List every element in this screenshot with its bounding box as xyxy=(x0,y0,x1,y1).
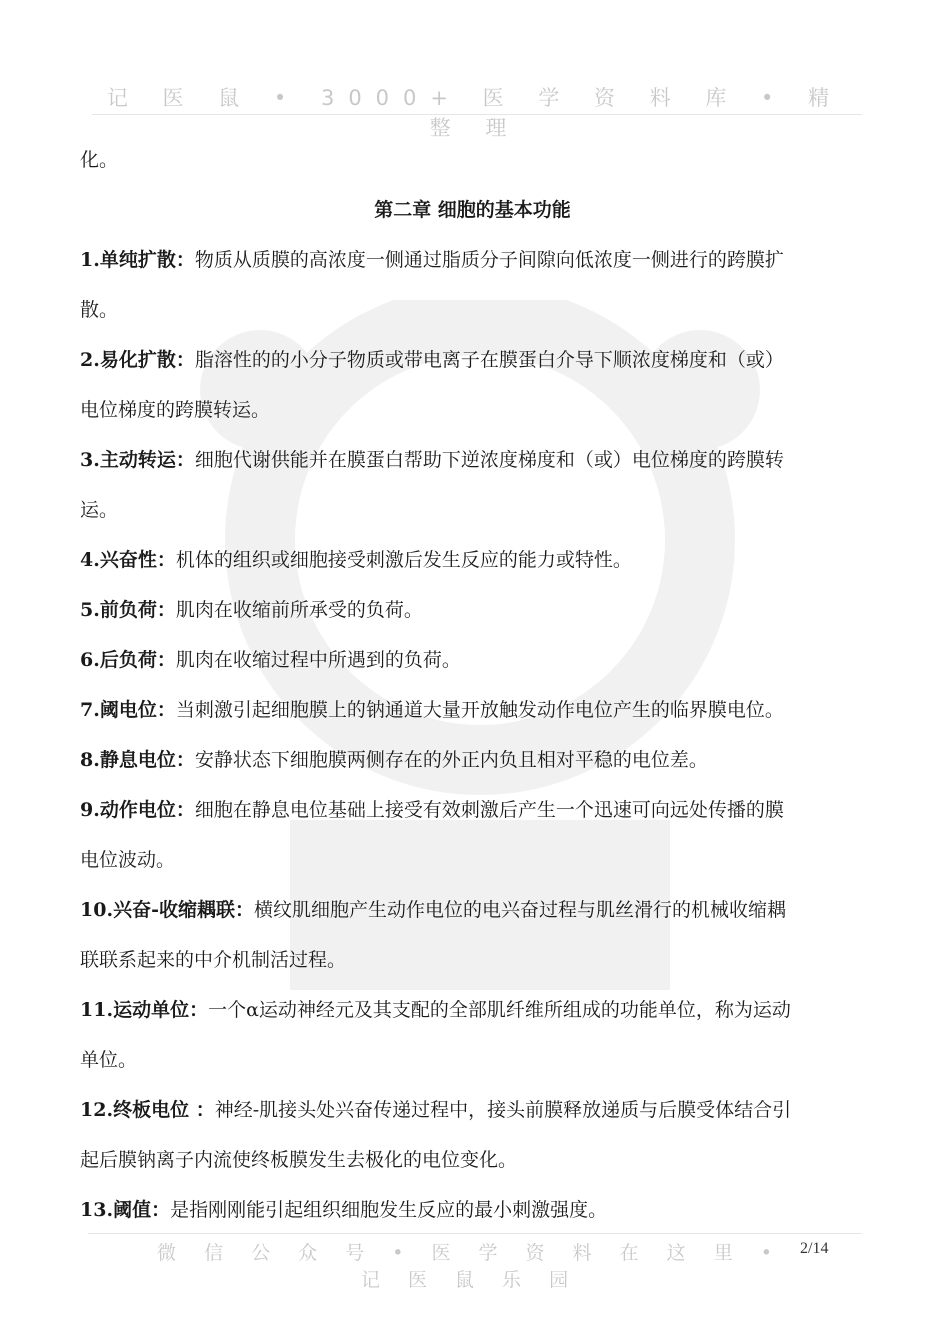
page-header: 记 医 鼠 • 3000+ 医 学 资 料 库 • 精 整 理 xyxy=(106,86,844,140)
definition-text: 当刺激引起细胞膜上的钠通道大量开放触发动作电位产生的临界膜电位。 xyxy=(175,699,784,721)
definition-term-text: 阈电位 xyxy=(99,699,157,721)
definition-number: 6. xyxy=(80,649,100,671)
definition-term-text: 易化扩散 xyxy=(99,349,176,371)
definition-separator: ： xyxy=(189,999,209,1021)
definition-text: 单位。 xyxy=(80,1049,138,1071)
definition-text: 脂溶性的的小分子物质或带电离子在膜蛋白介导下顺浓度梯度和（或） xyxy=(194,349,784,371)
definition-text: 电位波动。 xyxy=(80,849,176,871)
definition-text: 是指刚刚能引起组织细胞发生反应的最小刺激强度。 xyxy=(170,1199,608,1221)
definition-term-text: 兴奋-收缩耦联 xyxy=(113,899,235,921)
definition-term xyxy=(80,999,208,1021)
definition-text: 机体的组织或细胞接受刺激后发生反应的能力或特性。 xyxy=(175,549,632,571)
definition-number: 9. xyxy=(80,799,100,821)
page-number: 2/14 xyxy=(800,1240,829,1257)
definition-entry xyxy=(80,685,865,735)
definition-term xyxy=(80,749,195,771)
definition-entry xyxy=(80,985,865,1035)
definition-term-text: 主动转运 xyxy=(99,449,176,471)
definition-text: 细胞代谢供能并在膜蛋白帮助下逆浓度梯度和（或）电位梯度的跨膜转 xyxy=(194,449,784,471)
definition-number: 12. xyxy=(80,1099,114,1121)
definition-separator: ： xyxy=(175,799,195,821)
definition-entry xyxy=(80,1085,865,1135)
page-footer: 微 信 公 众 号 • 医 学 资 料 在 这 里 • 记 医 鼠 乐 园 xyxy=(157,1242,783,1291)
definition-entry xyxy=(80,235,865,285)
definition-term xyxy=(80,249,195,271)
definition-number: 11. xyxy=(80,999,114,1021)
definition-term xyxy=(80,699,176,721)
definition-text: 神经-肌接头处兴奋传递过程中，接头前膜释放递质与后膜受体结合引 xyxy=(214,1099,792,1121)
definition-term-text: 动作电位 xyxy=(99,799,176,821)
document-body xyxy=(80,135,865,1235)
definition-term xyxy=(80,599,176,621)
definition-entry xyxy=(80,735,865,785)
definition-entry xyxy=(80,785,865,835)
continued-fragment: 化。 xyxy=(80,149,119,171)
definition-entry xyxy=(80,635,865,685)
definition-text: 散。 xyxy=(80,299,119,321)
definition-separator: ： xyxy=(175,449,195,471)
definition-number: 7. xyxy=(80,699,100,721)
definition-term xyxy=(80,349,195,371)
definition-number: 10. xyxy=(80,899,114,921)
definition-text: 安静状态下细胞膜两侧存在的外正内负且相对平稳的电位差。 xyxy=(194,749,708,771)
definition-term-text: 单纯扩散 xyxy=(99,249,176,271)
definition-number: 4. xyxy=(80,549,100,571)
definition-term-text: 阈值 xyxy=(113,1199,152,1221)
definition-term xyxy=(80,549,176,571)
definition-entry xyxy=(80,335,865,385)
definition-number: 1. xyxy=(80,249,100,271)
definition-separator: ： xyxy=(156,649,176,671)
definition-term xyxy=(80,799,195,821)
definition-separator: ： xyxy=(189,1099,215,1121)
definition-term xyxy=(80,1099,215,1121)
definition-continuation xyxy=(80,835,865,885)
definition-entry xyxy=(80,885,865,935)
definition-term-text: 运动单位 xyxy=(113,999,190,1021)
definition-continuation xyxy=(80,935,865,985)
definition-entry xyxy=(80,435,865,485)
definition-text: 细胞在静息电位基础上接受有效刺激后产生一个迅速可向远处传播的膜 xyxy=(194,799,784,821)
definition-term xyxy=(80,649,176,671)
definition-continuation xyxy=(80,385,865,435)
definition-number: 8. xyxy=(80,749,100,771)
definition-term xyxy=(80,1199,170,1221)
definition-term-text: 终板电位 xyxy=(113,1099,190,1121)
definition-text: 肌肉在收缩前所承受的负荷。 xyxy=(175,599,423,621)
definition-separator: ： xyxy=(151,1199,171,1221)
header-divider xyxy=(92,114,862,115)
definition-entry xyxy=(80,585,865,635)
definition-text: 一个α运动神经元及其支配的全部肌纤维所组成的功能单位，称为运动 xyxy=(208,999,791,1021)
definition-continuation xyxy=(80,285,865,335)
definition-term-text: 后负荷 xyxy=(99,649,157,671)
definition-number: 2. xyxy=(80,349,100,371)
definition-entry xyxy=(80,535,865,585)
definition-text: 联联系起来的中介机制活过程。 xyxy=(80,949,347,971)
definition-text: 肌肉在收缩过程中所遇到的负荷。 xyxy=(175,649,461,671)
definition-separator: ： xyxy=(175,749,195,771)
definition-continuation xyxy=(80,1135,865,1185)
footer-divider xyxy=(88,1233,862,1234)
definition-separator: ： xyxy=(156,549,176,571)
definition-separator: ： xyxy=(234,899,254,921)
definition-continuation xyxy=(80,485,865,535)
definition-term xyxy=(80,449,195,471)
definition-term-text: 兴奋性 xyxy=(99,549,157,571)
definition-number: 5. xyxy=(80,599,100,621)
definition-list xyxy=(80,235,865,1235)
definition-term-text: 静息电位 xyxy=(99,749,176,771)
definition-separator: ： xyxy=(175,349,195,371)
definition-text: 电位梯度的跨膜转运。 xyxy=(80,399,271,421)
definition-text: 起后膜钠离子内流使终板膜发生去极化的电位变化。 xyxy=(80,1149,518,1171)
definition-term xyxy=(80,899,254,921)
definition-separator: ： xyxy=(156,699,176,721)
definition-term-text: 前负荷 xyxy=(99,599,157,621)
definition-entry xyxy=(80,1185,865,1235)
definition-continuation xyxy=(80,1035,865,1085)
definition-separator: ： xyxy=(156,599,176,621)
chapter-title: 第二章 细胞的基本功能 xyxy=(374,199,571,221)
definition-separator: ： xyxy=(175,249,195,271)
definition-text: 物质从质膜的高浓度一侧通过脂质分子间隙向低浓度一侧进行的跨膜扩 xyxy=(194,249,784,271)
definition-text: 运。 xyxy=(80,499,119,521)
definition-number: 3. xyxy=(80,449,100,471)
definition-text: 横纹肌细胞产生动作电位的电兴奋过程与肌丝滑行的机械收缩耦 xyxy=(253,899,786,921)
definition-number: 13. xyxy=(80,1199,114,1221)
